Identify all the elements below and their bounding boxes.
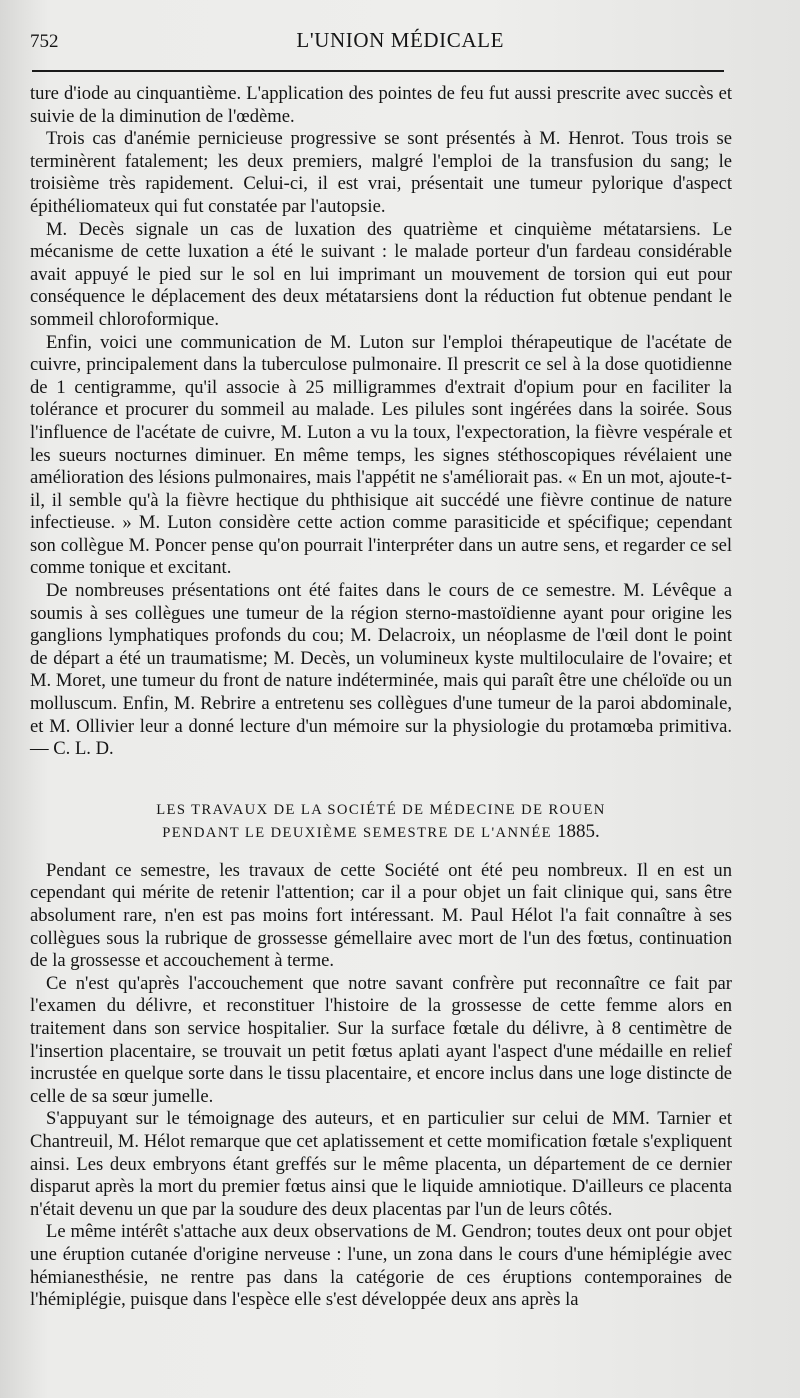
paragraph-placenta-exam: Ce n'est qu'après l'accouchement que notre savant confrère put reconnaître ce fait par l'examen du délivre, et reconstituer l'histoire de la grossesse de cette femme alors en traitement dans son service hospitalier. Sur la surface fœtale du délivre, à 8 centimètre de l'insertion placentaire, se trouvait un petit fœtus aplati ayant l'aspect d'une médaille en relief incrustée en quelque sorte dans le tissu placentaire, et encore inclus dans une loge distincte de celle de sa sœur jumelle. bbox=[30, 972, 732, 1107]
paragraph-metatarsal-luxation: M. Decès signale un cas de luxation des quatrième et cinquième métatarsiens. Le mécanisme de cette luxation a été le suivant : le malade porteur d'un fardeau considérable avait appuyé le pied sur le sol en lui imprimant un mouvement de torsion qui eut pour conséquence le déplacement des deux métatarsiens dont la réduction fut obtenue pendant le sommeil chloroformique. bbox=[30, 218, 732, 330]
section-heading-line1: LES TRAVAUX DE LA SOCIÉTÉ DE MÉDECINE DE ROUEN bbox=[156, 801, 606, 818]
paragraph-copper-acetate: Enfin, voici une communication de M. Luton sur l'emploi thérapeutique de l'acétate de cuivre, principalement dans la tuberculose pulmonaire. Il prescrit ce sel à la dose quotidienne de 1 centigramme, qu'il associe à 25 milligrammes d'extrait d'opium pour en faciliter la tolérance et procurer du sommeil au malade. Les pilules sont ingérées dans la soirée. Sous l'influence de l'acétate de cuivre, M. Luton a vu la toux, l'expectoration, la fièvre vespérale et les sueurs nocturnes diminuer. En même temps, les signes stéthoscopiques révélaient une amélioration des lésions pulmonaires, mais l'appétit ne s'améliorait pas. « En un mot, ajoute-t-il, il semble qu'à la fièvre hectique du phthisique ait succédé une fièvre continue de nature infectieuse. » M. Luton considère cette action comme parasiticide et spécifique; cependant son collègue M. Poncer pense qu'on pourrait l'interpréter dans un autre sens, et regarder ce sel comme tonique et excitant. bbox=[30, 331, 732, 579]
paragraph-semester-intro: Pendant ce semestre, les travaux de cette Société ont été peu nombreux. Il en est un cependant qui mérite de retenir l'attention; car il a pour objet un fait clinique qui, sans être absolument rare, n'en est pas moins fort intéressant. M. Paul Hélot l'a fait connaître à ses collègues sous la rubrique de grossesse gémellaire avec mort de l'un des fœtus, continuation de la grossesse et accouchement à terme. bbox=[30, 859, 732, 972]
page-header bbox=[30, 28, 752, 62]
paragraph-pernicious-anemia: Trois cas d'anémie pernicieuse progressive se sont présentés à M. Henrot. Tous trois se terminèrent fatalement; les deux premiers, malgré l'emploi de la transfusion du sang; le troisième très rapidement. Celui-ci, il est vrai, présentait une tumeur pylorique d'aspect épithéliomateux qui fut constatée par l'autopsie. bbox=[30, 128, 732, 217]
body-text bbox=[30, 83, 732, 1312]
journal-title: L'UNION MÉDICALE bbox=[296, 28, 504, 52]
section-heading-year: 1885. bbox=[557, 820, 600, 842]
page-number: 752 bbox=[30, 31, 59, 52]
section-heading bbox=[30, 799, 732, 844]
paragraph-presentations: De nombreuses présentations ont été faites dans le cours de ce semestre. M. Lévêque a soumis à ses collègues une tumeur de la région sterno-mastoïdienne ayant pour origine les ganglions lymphatiques profonds du cou; M. Delacroix, un néoplasme de l'œil dont le point de départ a été un traumatisme; M. Decès, un volumineux kyste multiloculaire de l'ovaire; et M. Moret, une tumeur du front de nature indéterminée, mais qui paraît être une chéloïde ou un molluscum. Enfin, M. Rebrire a entretenu ses collègues d'une tumeur de la paroi abdominale, et M. Ollivier leur a donné lecture d'un mémoire sur la physiologie du protamœba primitiva. — C. L. D. bbox=[30, 580, 732, 760]
section-heading-line2 bbox=[30, 821, 732, 844]
header-rule bbox=[32, 70, 724, 72]
paragraph-iodine: ture d'iode au cinquantième. L'application des pointes de feu fut aussi prescrite avec succès et suivie de la diminution de l'œdème. bbox=[30, 83, 732, 127]
paragraph-gendron-observations: Le même intérêt s'attache aux deux observations de M. Gendron; toutes deux ont pour objet une éruption cutanée d'origine nerveuse : l'une, un zona dans le cours d'une hémiplégie avec hémianesthésie, ne rentre pas dans la catégorie de ces éruptions contemporaines de l'hémiplégie, puisque dans l'espèce elle s'est développée deux ans après la bbox=[30, 1221, 732, 1311]
paragraph-momification: S'appuyant sur le témoignage des auteurs, et en particulier sur celui de MM. Tarnier et Chantreuil, M. Hélot remarque que cet aplatissement et cette momification fœtale s'expliquent ainsi. Les deux embryons étant greffés sur le même placenta, un département de ce dernier disparut après la mort du premier fœtus ainsi que le liquide amniotique. D'ailleurs ce placenta n'était devenu un que par la soudure des deux placentas par l'un de leurs côtés. bbox=[30, 1108, 732, 1220]
section-heading-line2-text: PENDANT LE DEUXIÈME SEMESTRE DE L'ANNÉE bbox=[162, 824, 552, 841]
